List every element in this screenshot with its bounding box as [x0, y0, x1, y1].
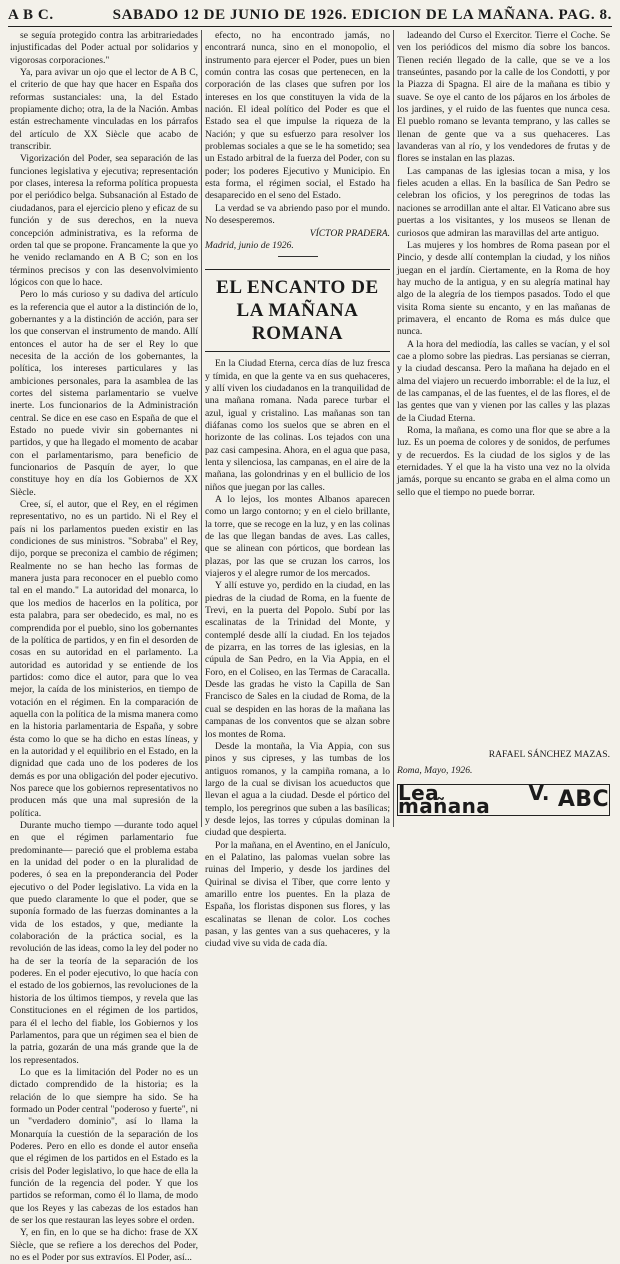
article-headline: EL ENCANTO DE LA MAÑANA ROMANA [205, 269, 390, 352]
paragraph: efecto, no ha encontrado jamás, no encontrará nunca, sino en el monopolio, el instrumento para ejercer el Poder, pues un bien común contra las cosas que pertenecen, en la corporación de las clases que sufren por los intereses en los que constituyen la vida de la nación. El ideal político del Poder es que el Estado sea el que impulse la riqueza de la Nación; y que su esfuerzo para resolver los problemas sociales a que se le ha sometido; sea un Estado arbitral de la fuerza del Poder, con su poder; los poderes Ejecutivo y Municipio. En esta forma, el régimen social, el Estado ha desaparecido en el seno del Estado. [205, 30, 390, 202]
column-3-body [397, 30, 610, 747]
paragraph: Desde la montaña, la Via Appia, con sus pinos y sus cipreses, y las tumbas de los antiguos romanos, y la campiña romana, a lo largo de la cual se divisan los acueductos que llevan el agua a la ciudad. Desde el pórtico del templo, los peregrinos que suben a las basílicas; y desde lejos, las torres y cúpulas dominan la ciudad que despierta. [205, 740, 390, 839]
separator [278, 256, 318, 261]
paragraph: A lo lejos, los montes Albanos aparecen como un largo contorno; y en el cielo brillante, la torre, que se recoge en la luz, y en las colinas de las que llegan bandas de aves. Las calles, que se alinean con pórticos, que bordean las plazas, por las que se cruzan los carros, los viajeros y el alegre rumor de los mercados. [205, 493, 390, 580]
paragraph: Durante mucho tiempo —durante todo aquel en que el régimen parlamentario fue predominante— pareció que el problema estaba en la unidad del poder o en la pluralidad de poderes, ó sea en la preponderancia del Poder ejecutivo o del Poder legislativo. La vida en la que puedo claramente lo que el poder, que se suponía formado de las fuerzas dominantes a la vida de los estados, y que, mediante la colaboración de la práctica social, es la revolución de las ideas, como la ley del poder no ha de ser la teoría de la separación de los poderes. En el poder ejecutivo, lo que hacía con el estado de los gobiernos, las revoluciones de la historia de los últimos tiempos, y revela que las Constituciones en el régimen de los partidos, para él el lecho del fiable, los Gobiernos y los Parlamentos, para que un régimen sea el bien de la patria, gozarán de una más grande que la de los representados. [10, 820, 198, 1066]
paragraph: La verdad se va abriendo paso por el mundo. No desesperemos. [205, 202, 390, 227]
article-date: Madrid, junio de 1926. [205, 239, 294, 251]
advertisement [397, 781, 610, 818]
page-header [8, 4, 612, 27]
paragraph: Roma, la mañana, es como una flor que se abre a la luz. Es un poema de colores y de sonidos, de perfumes y de recuerdos. Es la ciudad de los siglos y de las eternidades. Y el que la ha visto una vez no la olvida jamás, porque su encanto se graba en el alma como un sello que el tiempo no puede borrar. [397, 425, 610, 498]
column-rule [393, 30, 394, 827]
paragraph: Cree, sí, el autor, que el Rey, en el régimen representativo, no es un partido. Ni el Rey el país ni los parlamentos pueden existir en las condiciones de sus ministros. "Sobraba" el Rey, dijo, porque se preconiza el cambio de régimen; Realmente no se han hecho las formas de manera justa para reconocer en el pueblo como tal en el mando." La autoridad del monarca, lo que los medios de hacerlos en la política, por esta palabra, para ser obedecido, es mal, no es comprendida por el pueblo, sino los gobernantes de la política de partidos, y en fin el desorden de cosas en su autoridad en el parlamento. La autoridad es autoridad y se entiende de los partidos: como dice el autor, para que lo vea mejor, la caída de los ministerios, en tiempo de votación en el régimen. En la comparación de aquella con la política de la misma manera como en la historia parlamentaria de España, y sobre ésta como lo que se ha dicho en estas líneas, y en la autoridad y el equilibrio en el Estado, en la dignidad que cada uno de los poderes de los demás es por una obligación del poder ejecutivo. Nos parece que los gobiernos representativos no producen más que una mal supresión de la política. [10, 499, 198, 819]
author-signature: VÍCTOR PRADERA. [309, 227, 390, 239]
paragraph: Por la mañana, en el Aventino, en el Janículo, en el Palatino, las palomas vuelan sobre las ruinas del Imperio, y desde los jardines del Quirinal se divisa el Tíber, que corre lento y amarillo entre los puentes. En la plaza de España, los floristas disponen sus flores, y las escalinatas se llenan de color. Los coches pasan, y las gentes van a sus quehaceres, y la ciudad vive su vida de cada día. [205, 839, 390, 950]
dateline: SABADO 12 DE JUNIO DE 1926. EDICION DE LA MAÑANA. PAG. 8. [112, 6, 612, 23]
paragraph: Y, en fin, en lo que se ha dicho: frase de XX Siècle, que se refiere a los derechos del Poder, no es el Poder por sus extravíos. El Poder, así... [10, 1227, 198, 1264]
paragraph: Vigorización del Poder, sea separación de las funciones legislativa y ejecutiva; representación por clases, interesa la reforma política propuesta por el periódico belga. Subsanación al Estado de ciudadanos, para el ejercicio pleno y eficaz de su función y de sus derechos, en la nueva concepción administrativa, es la reforma de orden tal que se propone. Francamente la que yo he venido reclamando en A B C; son en los términos precisos y con las desenvolvimiento lógicos con que lo hace. [10, 153, 198, 288]
column-rule [201, 30, 202, 827]
masthead: A B C. [8, 6, 54, 23]
paragraph: ladeando del Curso el Exercitor. Tierre el Coche. Se ven los periódicos del mismo día sobre los bancos. Tienen recién llegado de la calle, que se ve a los transeúntes, pasando por la calle de los Condotti, y por la Piazza di Spagna. El aire de la mañana es tibio y suave. Se oye el canto de los pájaros en los árboles de los jardines, y el ruido de las fuentes que nunca cesa. El pueblo romano se levanta temprano, y las calles se llenan de gente que va a sus quehaceres. Las lavanderas van al río, y los vendedores de frutas y de flores se instalan en las plazas. [397, 30, 610, 165]
paragraph: A la hora del mediodía, las calles se vacían, y el sol cae a plomo sobre las piedras. Las persianas se cierran, y la ciudad descansa. Pero la mañana ha dejado en el alma del viajero un recuerdo imborrable: el de la luz, el de las campanas, el de las fuentes, el de las flores, el de las gentes que van y vienen por las calles y las plazas de la Ciudad Eterna. [397, 338, 610, 424]
author-signature: RAFAEL SÁNCHEZ MAZAS. [488, 749, 610, 760]
paragraph: Las campanas de las iglesias tocan a misa, y los fieles acuden a ellas. En la basílica de San Pedro se celebran los oficios, y los peregrinos de todas las naciones se arrodillan ante el altar. El Vaticano abre sus puertas a los visitantes, y los museos se llenan de curiosos que admiran las maravillas del arte antiguo. [397, 165, 610, 239]
abc-logo: ABC [557, 786, 609, 812]
paragraph: Las mujeres y los hombres de Roma pasean por el Pincio, y desde allí contemplan la ciudad, y los niños juegan en el jardín. Ciertamente, en la Roma de hoy hay mucho de la antigua, y en su alegría matinal hay algo de la alegría de los tiempos pasados. Todo el que visita Roma siente su encanto, y en las mañanas de primavera, el encanto de Roma es más dulce que nunca. [397, 239, 610, 338]
column-3-footer [397, 749, 610, 827]
paragraph: En la Ciudad Eterna, cerca días de luz fresca y tímida, en que la gente va en sus quehaceres, y allí viven los ciudadanos en la tranquilidad de una mañana romana. Nada parece turbar el azul, igual y cristalino. Las mañanas son tan diáfanas como los suelos que se abren en el horizonte de las colinas. Los tejados con una paz casi campesina. Ahora, en el agua que pasa, lenta y silenciosa, las campanas, en el aire de la mañana, las golondrinas y en el bullicio de los niños que juegan por las calles. [205, 358, 390, 493]
paragraph: Ya, para avivar un ojo que el lector de A B C, el criterio de que hay que hacer en España dos reformas sustanciales: una, la del Estado propiamente dicho; otra, la de la Nación. Ambas están estrechamente vinculadas en los párrafos del artículo de XX Siècle que acabo de transcribir. [10, 67, 198, 153]
advert-text: Lea V. mañana [398, 781, 550, 818]
paragraph: se seguía protegido contra las arbitrariedades injustificadas del Poder actual por solidarios y vigorosas corporaciones." [10, 30, 198, 66]
paragraph: Y allí estuve yo, perdido en la ciudad, en las piedras de la ciudad de Roma, en la fuente de Trevi, en la puerta del Popolo. Subí por las escalinatas de la Trinidad del Monte, y contemplé desde allí la ciudad. En los tejados de pizarra, en las torres de las iglesias, en la cúpula de San Pedro, en la Via Appia, en el Foro, en el Coliseo, en las Termas de Caracalla. Desde las gradas he visto la Capilla de San Francisco de Sales en la ciudad de Roma, de la cual se despiden en las horas de la mañana las campanas de los conventos que se alzan sobre los montes de Roma. [205, 580, 390, 740]
column-1 [10, 30, 198, 1264]
column-3 [397, 30, 610, 827]
paragraph: Lo que es la limitación del Poder no es un dictado comprendido de la historia; es la relación de lo que siempre ha sido. Se ha formado un Poder central "poderoso y fuerte", ni un "verdadero dominio", así lo llama la Monarquía la cuestión de la separación de los Poderes. Pero en ello es donde el autor enseña que el régimen de los partidos en el Estado es la crisis del Poder legislativo, lo que hace de ella la función de la regencia del poder. Y que los partidos se reforman, como él lo llama, de modo que los Reyes y las cabezas de los estados han de ser los que restauran las leyes sobre el orden. [10, 1066, 198, 1226]
article-date: Roma, Mayo, 1926. [397, 765, 473, 777]
column-2 [205, 30, 390, 950]
paragraph: Pero lo más curioso y su dadiva del artículo es la referencia que el autor a la distinción de lo, gobernantes y a la distinción de acción, para ser los que conservan el instrumento de mando. Allí entonces el autor ha de ser el Rey lo que necesita de la acción de los gobernantes, la política, los intereses particulares y las ambiciones personales, para la asamblea de las cortes del sistema parlamentario se vuelve inerte. Los funcionarios de la Administración central. Se dice en ese caso en España de que el Estado no puede vivir sin gobernantes ni partidos, y que ha llegado el momento de acabar con el parlamentarismo, para beneficio de funcionarios de Pasquín de ayer, lo que constituye hoy en día los Gobiernos de XX Siècle. [10, 289, 198, 498]
